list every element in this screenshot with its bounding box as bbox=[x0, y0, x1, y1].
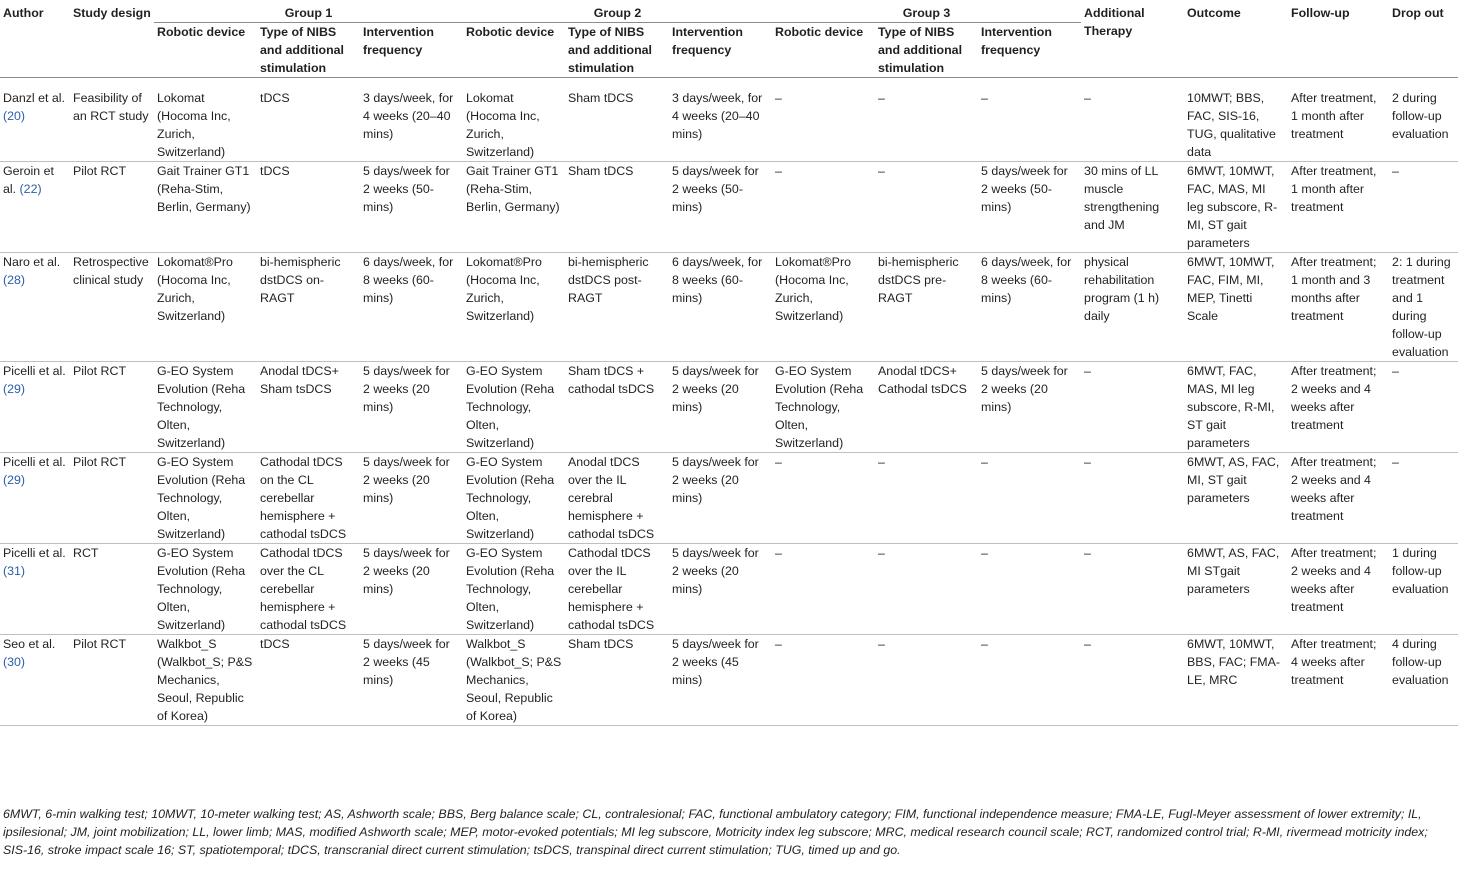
header-g3-intervention-frequency: Intervention frequency bbox=[981, 25, 1052, 57]
drop-out-cell: – bbox=[1392, 164, 1399, 178]
group2-frequency-cell: 5 days/week for 2 weeks (45 mins) bbox=[672, 637, 759, 687]
study-design-cell: Feasibility of an RCT study bbox=[73, 91, 149, 123]
author-cell bbox=[0, 362, 70, 453]
group3-device-cell: – bbox=[775, 455, 782, 469]
group1-nibs-cell: Anodal tDCS+ Sham tsDCS bbox=[260, 364, 339, 396]
group2-nibs-cell: Anodal tDCS over the IL cerebral hemisphere + cathodal tsDCS bbox=[568, 455, 655, 541]
group3-nibs-cell: – bbox=[878, 546, 885, 560]
author-name: Picelli et al. bbox=[3, 455, 66, 469]
author-name: Naro et al. bbox=[3, 255, 61, 269]
author-name: Seo et al. bbox=[3, 637, 56, 651]
group3-frequency-cell: – bbox=[981, 637, 988, 651]
group1-frequency-cell: 5 days/week for 2 weeks (50-mins) bbox=[363, 164, 450, 214]
author-cell bbox=[0, 253, 70, 362]
follow-up-cell: After treatment; 4 weeks after treatment bbox=[1291, 637, 1377, 687]
study-design-cell: Pilot RCT bbox=[73, 637, 127, 651]
additional-therapy-cell: physical rehabilitation program (1 h) daily bbox=[1084, 255, 1160, 323]
group3-frequency-cell: 5 days/week for 2 weeks (20 mins) bbox=[981, 364, 1068, 414]
header-group-3: Group 3 bbox=[772, 4, 1081, 23]
group2-frequency-cell: 5 days/week for 2 weeks (20 mins) bbox=[672, 546, 759, 596]
header-study-design: Study design bbox=[73, 6, 151, 20]
group3-frequency-cell: 5 days/week for 2 weeks (50-mins) bbox=[981, 164, 1068, 214]
group2-frequency-cell: 3 days/week, for 4 weeks (20–40 mins) bbox=[672, 91, 763, 141]
follow-up-cell: After treatment; 2 weeks and 4 weeks after treatment bbox=[1291, 546, 1377, 614]
follow-up-cell: After treatment; 1 month and 3 months after treatment bbox=[1291, 255, 1377, 323]
reference-link[interactable]: (22) bbox=[19, 182, 42, 196]
study-design-cell: Pilot RCT bbox=[73, 455, 127, 469]
studies-table bbox=[0, 4, 1458, 726]
group1-device-cell: G-EO System Evolution (Reha Technology, Olten, Switzerland) bbox=[157, 455, 246, 541]
group3-nibs-cell: – bbox=[878, 164, 885, 178]
table-row bbox=[0, 635, 1458, 726]
group2-nibs-cell: Sham tDCS + cathodal tsDCS bbox=[568, 364, 655, 396]
additional-therapy-cell: – bbox=[1084, 364, 1091, 378]
study-design-cell: Pilot RCT bbox=[73, 364, 127, 378]
follow-up-cell: After treatment, 1 month after treatment bbox=[1291, 91, 1377, 141]
outcome-cell: 6MWT, 10MWT, FAC, MAS, MI leg subscore, R-MI, ST gait parameters bbox=[1187, 164, 1278, 250]
author-cell bbox=[0, 162, 70, 253]
additional-therapy-cell: 30 mins of LL muscle strengthening and JM bbox=[1084, 164, 1160, 232]
group2-device-cell: G-EO System Evolution (Reha Technology, Olten, Switzerland) bbox=[466, 546, 555, 632]
group2-frequency-cell: 6 days/week, for 8 weeks (60-mins) bbox=[672, 255, 763, 305]
group3-nibs-cell: – bbox=[878, 637, 885, 651]
reference-link[interactable]: (30) bbox=[3, 655, 26, 669]
outcome-cell: 10MWT; BBS, FAC, SIS-16, TUG, qualitative data bbox=[1187, 91, 1276, 159]
group2-device-cell: G-EO System Evolution (Reha Technology, Olten, Switzerland) bbox=[466, 455, 555, 541]
group1-frequency-cell: 5 days/week for 2 weeks (20 mins) bbox=[363, 364, 450, 414]
group1-device-cell: G-EO System Evolution (Reha Technology, Olten, Switzerland) bbox=[157, 364, 246, 450]
header-follow-up: Follow-up bbox=[1291, 6, 1350, 20]
group3-frequency-cell: – bbox=[981, 546, 988, 560]
group3-frequency-cell: 6 days/week, for 8 weeks (60-mins) bbox=[981, 255, 1072, 305]
group3-device-cell: – bbox=[775, 91, 782, 105]
group1-frequency-cell: 5 days/week for 2 weeks (20 mins) bbox=[363, 455, 450, 505]
reference-link[interactable]: (20) bbox=[3, 109, 26, 123]
drop-out-cell: 2: 1 during treatment and 1 during follow-up evaluation bbox=[1392, 255, 1451, 359]
header-g3-type-nibs: Type of NIBS and additional stimulation bbox=[878, 25, 963, 75]
author-cell bbox=[0, 78, 70, 162]
drop-out-cell: 4 during follow-up evaluation bbox=[1392, 637, 1449, 687]
study-design-cell: Retrospective clinical study bbox=[73, 255, 149, 287]
outcome-cell: 6MWT, AS, FAC, MI, ST gait parameters bbox=[1187, 455, 1280, 505]
group2-nibs-cell: Sham tDCS bbox=[568, 637, 634, 651]
header-row-groups bbox=[0, 4, 1458, 23]
header-g1-robotic-device: Robotic device bbox=[157, 25, 246, 39]
outcome-cell: 6MWT, AS, FAC, MI STgait parameters bbox=[1187, 546, 1280, 596]
additional-therapy-cell: – bbox=[1084, 637, 1091, 651]
group3-device-cell: – bbox=[775, 164, 782, 178]
group1-nibs-cell: tDCS bbox=[260, 91, 290, 105]
header-g2-robotic-device: Robotic device bbox=[466, 25, 555, 39]
reference-link[interactable]: (29) bbox=[3, 473, 26, 487]
group3-frequency-cell: – bbox=[981, 455, 988, 469]
group2-nibs-cell: Sham tDCS bbox=[568, 164, 634, 178]
drop-out-cell: 1 during follow-up evaluation bbox=[1392, 546, 1449, 596]
additional-therapy-cell: – bbox=[1084, 455, 1091, 469]
author-cell bbox=[0, 453, 70, 544]
drop-out-cell: – bbox=[1392, 364, 1399, 378]
table-body bbox=[0, 78, 1458, 726]
follow-up-cell: After treatment; 2 weeks and 4 weeks after treatment bbox=[1291, 455, 1377, 523]
table-row bbox=[0, 253, 1458, 362]
header-outcome: Outcome bbox=[1187, 6, 1241, 20]
header-group-1: Group 1 bbox=[154, 4, 463, 23]
group1-frequency-cell: 5 days/week for 2 weeks (20 mins) bbox=[363, 546, 450, 596]
group1-device-cell: Lokomat (Hocoma Inc, Zurich, Switzerland) bbox=[157, 91, 231, 159]
group1-nibs-cell: tDCS bbox=[260, 164, 290, 178]
group3-device-cell: G-EO System Evolution (Reha Technology, Olten, Switzerland) bbox=[775, 364, 864, 450]
header-drop-out: Drop out bbox=[1392, 6, 1444, 20]
group2-nibs-cell: bi-hemispheric dstDCS post-RAGT bbox=[568, 255, 649, 305]
header-g2-intervention-frequency: Intervention frequency bbox=[672, 25, 743, 57]
group3-nibs-cell: – bbox=[878, 455, 885, 469]
header-g1-intervention-frequency: Intervention frequency bbox=[363, 25, 434, 57]
table-row bbox=[0, 78, 1458, 162]
table-row bbox=[0, 453, 1458, 544]
group2-frequency-cell: 5 days/week for 2 weeks (20 mins) bbox=[672, 364, 759, 414]
author-name: Geroin et al. bbox=[3, 164, 54, 196]
group2-frequency-cell: 5 days/week for 2 weeks (20 mins) bbox=[672, 455, 759, 505]
group1-frequency-cell: 3 days/week, for 4 weeks (20–40 mins) bbox=[363, 91, 454, 141]
author-cell bbox=[0, 635, 70, 726]
header-additional-therapy: Additional Therapy bbox=[1084, 6, 1145, 38]
header-g1-type-nibs: Type of NIBS and additional stimulation bbox=[260, 25, 344, 75]
drop-out-cell: 2 during follow-up evaluation bbox=[1392, 91, 1449, 141]
header-group-2: Group 2 bbox=[463, 4, 772, 23]
group2-frequency-cell: 5 days/week for 2 weeks (50-mins) bbox=[672, 164, 759, 214]
table-row bbox=[0, 162, 1458, 253]
group1-frequency-cell: 5 days/week for 2 weeks (45 mins) bbox=[363, 637, 450, 687]
group2-device-cell: Lokomat®Pro (Hocoma Inc, Zurich, Switzerland) bbox=[466, 255, 542, 323]
group3-nibs-cell: Anodal tDCS+ Cathodal tsDCS bbox=[878, 364, 967, 396]
group1-device-cell: G-EO System Evolution (Reha Technology, Olten, Switzerland) bbox=[157, 546, 246, 632]
follow-up-cell: After treatment; 2 weeks and 4 weeks after treatment bbox=[1291, 364, 1377, 432]
table-footnote: 6MWT, 6-min walking test; 10MWT, 10-meter walking test; AS, Ashworth scale; BBS, Berg balance scale; CL, contralesional; FAC, functional ambulatory category; FIM, functional independence measure; FMA-LE, Fugl-Meyer assessment of lower extremity; IL, ipsilesional; JM, joint mobilization; LL, lower limb; MAS, modified Ashworth scale; MEP, motor-evoked potentials; MI leg subscore, Motricity index leg subscore; MRC, medical research council scale; RCT, randomized control trial; R-MI, rivermead motricity index; SIS-16, stroke impact scale 16; ST, spatiotemporal; tDCS, transcranial direct current stimulation; tsDCS, transpinal direct current stimulation; TUG, timed up and go. bbox=[3, 807, 1428, 857]
group2-device-cell: Walkbot_S (Walkbot_S; P&S Mechanics, Seoul, Republic of Korea) bbox=[466, 637, 562, 723]
group1-device-cell: Gait Trainer GT1 (Reha-Stim, Berlin, Germany) bbox=[157, 164, 251, 214]
header-author: Author bbox=[3, 6, 44, 20]
group2-device-cell: Gait Trainer GT1 (Reha-Stim, Berlin, Germany) bbox=[466, 164, 560, 214]
group1-nibs-cell: Cathodal tDCS over the CL cerebellar hemisphere + cathodal tsDCS bbox=[260, 546, 347, 632]
outcome-cell: 6MWT, 10MWT, FAC, FIM, MI, MEP, Tinetti Scale bbox=[1187, 255, 1275, 323]
group1-nibs-cell: tDCS bbox=[260, 637, 290, 651]
follow-up-cell: After treatment, 1 month after treatment bbox=[1291, 164, 1377, 214]
group1-device-cell: Walkbot_S (Walkbot_S; P&S Mechanics, Seoul, Republic of Korea) bbox=[157, 637, 253, 723]
group1-device-cell: Lokomat®Pro (Hocoma Inc, Zurich, Switzerland) bbox=[157, 255, 233, 323]
group3-device-cell: – bbox=[775, 637, 782, 651]
group2-device-cell: Lokomat (Hocoma Inc, Zurich, Switzerland) bbox=[466, 91, 540, 159]
table-row bbox=[0, 362, 1458, 453]
author-name: Picelli et al. bbox=[3, 546, 66, 560]
additional-therapy-cell: – bbox=[1084, 91, 1091, 105]
group3-device-cell: Lokomat®Pro (Hocoma Inc, Zurich, Switzerland) bbox=[775, 255, 851, 323]
group3-nibs-cell: – bbox=[878, 91, 885, 105]
group2-nibs-cell: Sham tDCS bbox=[568, 91, 634, 105]
additional-therapy-cell: – bbox=[1084, 546, 1091, 560]
reference-link[interactable]: (31) bbox=[3, 564, 26, 578]
group3-device-cell: – bbox=[775, 546, 782, 560]
author-name: Picelli et al. bbox=[3, 364, 66, 378]
drop-out-cell: – bbox=[1392, 455, 1399, 469]
group2-device-cell: G-EO System Evolution (Reha Technology, Olten, Switzerland) bbox=[466, 364, 555, 450]
group3-nibs-cell: bi-hemispheric dstDCS pre-RAGT bbox=[878, 255, 959, 305]
group2-nibs-cell: Cathodal tDCS over the IL cerebellar hemisphere + cathodal tsDCS bbox=[568, 546, 655, 632]
author-cell bbox=[0, 544, 70, 635]
group1-nibs-cell: bi-hemispheric dstDCS on-RAGT bbox=[260, 255, 341, 305]
group3-frequency-cell: – bbox=[981, 91, 988, 105]
study-design-cell: Pilot RCT bbox=[73, 164, 127, 178]
study-design-cell: RCT bbox=[73, 546, 99, 560]
table-row bbox=[0, 544, 1458, 635]
reference-link[interactable]: (29) bbox=[3, 382, 26, 396]
author-name: Danzl et al. bbox=[3, 91, 65, 105]
outcome-cell: 6MWT, 10MWT, BBS, FAC; FMA-LE, MRC bbox=[1187, 637, 1280, 687]
header-g3-robotic-device: Robotic device bbox=[775, 25, 864, 39]
group1-frequency-cell: 6 days/week, for 8 weeks (60-mins) bbox=[363, 255, 454, 305]
outcome-cell: 6MWT, FAC, MAS, MI leg subscore, R-MI, ST gait parameters bbox=[1187, 364, 1275, 450]
reference-link[interactable]: (28) bbox=[3, 273, 26, 287]
header-g2-type-nibs: Type of NIBS and additional stimulation bbox=[568, 25, 652, 75]
group1-nibs-cell: Cathodal tDCS on the CL cerebellar hemisphere + cathodal tsDCS bbox=[260, 455, 347, 541]
